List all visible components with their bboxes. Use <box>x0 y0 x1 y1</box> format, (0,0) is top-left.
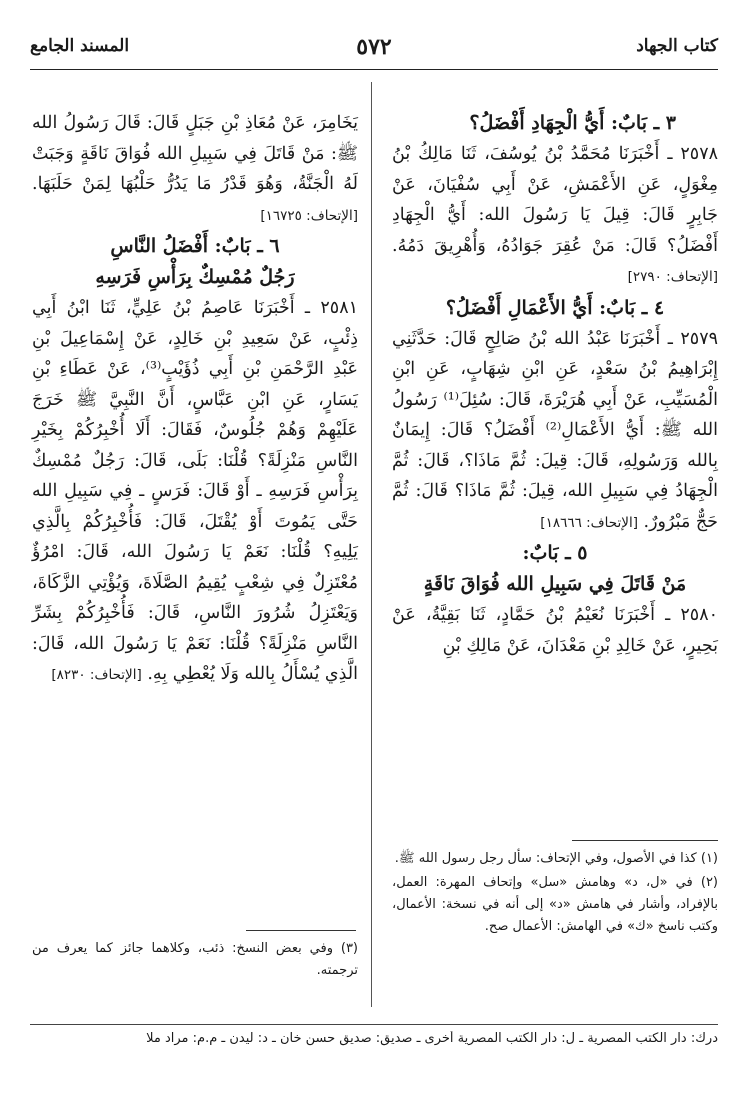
footnote-rule <box>246 930 356 931</box>
bottom-rule <box>30 1024 718 1025</box>
ithaf-citation: [الإتحاف: ٨٢٣٠] <box>51 667 142 683</box>
right-column <box>392 108 718 661</box>
chapter-heading-5: ٥ ـ بَابٌ: <box>522 542 588 564</box>
hadith-text: ٢٥٨١ ـ أَخْبَرَنَا عَاصِمُ بْنُ عَلِيٍّ، ثَنَا ابْنُ أَبِي ذِئْبٍ، عَنْ سَعِيدِ بْنِ خَالِدٍ، عَنْ إِسْمَاعِيلَ بْنِ عَبْدِ الرَّحْمَنِ بْنِ أَبِي ذُؤَيْبٍ⁽³⁾، عَنْ عَطَاءِ بْنِ يَسَارٍ، عَنِ ابْنِ عَبَّاسٍ، أَنَّ النَّبِيَّ ﷺ خَرَجَ عَلَيْهِمْ وَهُمْ جُلُوسٌ، فَقَالَ: أَلَا أُخْبِرُكُمْ بِخَيْرِ النَّاسِ مَنْزِلَةً؟ قُلْنَا: بَلَى، قَالَ: رَجُلٌ مُمْسِكٌ بِرَأْسِ فَرَسِهِ ـ أَوْ قَالَ: فَرَسٍ ـ فِي سَبِيلِ الله حَتَّى يَمُوتَ أَوْ يُقْتَلَ، قَالَ: فَأُخْبِرُكُمْ بِالَّذِي يَلِيهِ؟ قُلْنَا: نَعَمْ يَا رَسُولَ الله، قَالَ: امْرُؤٌ مُعْتَزِلٌ فِي شِعْبٍ يُقِيمُ الصَّلَاةَ، وَيُؤْتِي الزَّكَاةَ، وَيَعْتَزِلُ شُرُورَ النَّاسِ، قَالَ: فَأُخْبِرُكُمْ بِشَرِّ النَّاسِ مَنْزِلَةً؟ قُلْنَا: نَعَمْ يَا رَسُولَ الله، قَالَ: الَّذِي يُسْأَلُ بِالله وَلَا يُعْطِي بِهِ. <box>32 298 359 684</box>
footnote-3: (٣) وفي بعض النسخ: ذئب، وكلاهما جائز كما يعرف من ترجمته. <box>32 941 358 978</box>
hadith-2580 <box>392 600 718 661</box>
hadith-2580-continued <box>32 108 358 231</box>
hadith-2578 <box>392 139 718 293</box>
hadith-text: يَخَامِرَ، عَنْ مُعَاذِ بْنِ جَبَلٍ قَالَ: قَالَ رَسُولُ الله ﷺ: مَنْ قَاتَلَ فِي سَبِيلِ الله فُوَاقَ نَاقَةٍ وَجَبَتْ لَهُ الْجَنَّةُ، وَهُوَ قَدْرُ مَا يَدُرُّ حَلْبُهَا لِمَنْ حَلَبَهَا. <box>32 113 358 194</box>
manuscript-sigla-key: درك: دار الكتب المصرية ـ ل: دار الكتب المصرية أخرى ـ صديق: صديق حسن خان ـ د: ليدن ـ م.م: مراد ملا <box>146 1031 718 1046</box>
chapter-heading-4: ٤ ـ بَابٌ: أَيُّ الأَعْمَالِ أَفْضَلُ؟ <box>445 296 665 319</box>
hadith-text: ٢٥٧٩ ـ أَخْبَرَنَا عَبْدُ الله بْنُ صَالِحٍ قَالَ: حَدَّثَنِي إِبْرَاهِيمُ بْنُ سَعْدٍ، عَنِ ابْنِ شِهَابٍ، عَنِ ابْنِ الْمُسَيِّبِ، عَنْ أَبِي هُرَيْرَةَ، قَالَ: سُئِلَ⁽¹⁾ رَسُولُ الله ﷺ: أَيُّ الأَعْمَالِ⁽²⁾ أَفْضَلُ؟ قَالَ: إِيمَانٌ بِالله وَرَسُولِهِ، قَالَ: قِيلَ: ثُمَّ مَاذَا؟، قَالَ: ثُمَّ الْجِهَادُ فِي سَبِيلِ الله، قِيلَ: ثُمَّ مَاذَا؟ قَالَ: ثُمَّ حَجٌّ مَبْرُورٌ. <box>392 328 718 532</box>
footnotes-right <box>392 848 718 940</box>
ithaf-citation: [الإتحاف: ١٦٧٢٥] <box>260 207 358 224</box>
footnote-rule <box>572 840 718 841</box>
hadith-text: ٢٥٧٨ ـ أَخْبَرَنَا مُحَمَّدُ بْنُ يُوسُفَ، ثَنَا مَالِكُ بْنُ مِغْوَلٍ، عَنِ الأَعْمَشِ، عَنْ أَبِي سُفْيَانَ، عَنْ جَابِرٍ قَالَ: قِيلَ يَا رَسُولَ الله: أَيُّ الْجِهَادِ أَفْضَلُ؟ قَالَ: مَنْ عُقِرَ جَوَادُهُ، وَأُهْرِيقَ دَمُهُ. <box>392 144 718 256</box>
ithaf-citation: [الإتحاف: ٢٧٩٠] <box>627 269 718 285</box>
page-header <box>30 34 718 68</box>
chapter-heading-3: ٣ ـ بَابٌ: أَيُّ الْجِهَادِ أَفْضَلُ؟ <box>469 112 676 134</box>
book-title: كتاب الجهاد <box>636 36 718 56</box>
footnote-1: (١) كذا في الأصول، وفي الإتحاف: سأل رجل رسول الله ﷺ. <box>394 851 718 866</box>
column-divider <box>371 82 372 1007</box>
chapter-heading-5-title: مَنْ قَاتَلَ فِي سَبِيلِ الله فُوَاقَ نَاقَةٍ <box>423 573 687 595</box>
hadith-text: ٢٥٨٠ ـ أَخْبَرَنَا نُعَيْمُ بْنُ حَمَّادٍ، ثَنَا بَقِيَّةُ، عَنْ بَحِيرٍ، عَنْ خَالِدِ بْنِ مَعْدَانَ، عَنْ مَالِكِ بْنِ <box>392 605 718 656</box>
hadith-2581 <box>32 293 358 691</box>
header-rule <box>30 69 718 70</box>
chapter-heading-6-title: رَجُلٌ مُمْسِكٌ بِرَأْسِ فَرَسِهِ <box>95 266 295 288</box>
collection-title: المسند الجامع <box>30 36 130 56</box>
chapter-heading-6: ٦ ـ بَابٌ: أَفْضَلُ النَّاسِ <box>110 235 280 257</box>
left-column <box>32 108 358 691</box>
ithaf-citation: [الإتحاف: ١٨٦٦٦] <box>540 514 638 531</box>
footnote-2: (٢) في «ل، د» وهامش «سل» وإتحاف المهرة: العمل، بالإفراد، وأشار في هامش «د» إلى أنه في نسخة: الأعمال، وكتب ناسخ «ك» في الهامش: الأعمال صح. <box>392 875 718 934</box>
page-number: ٥٧٢ <box>356 34 392 60</box>
hadith-2579 <box>392 324 718 539</box>
footnotes-left <box>32 938 358 984</box>
